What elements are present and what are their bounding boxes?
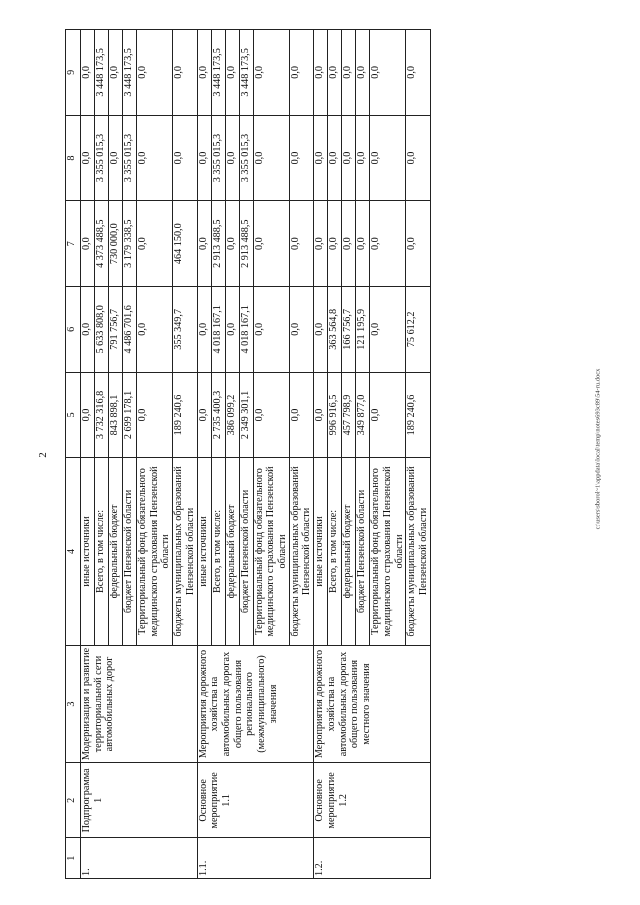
footer-path: c:\users\sborol~1\appdata\local\temp\notes693c89\54-ru.docx — [594, 368, 602, 530]
column-header: 5 — [66, 372, 81, 458]
funding-source: Территориальный фонд обязательного медицинского страхования Пензенской области — [370, 458, 406, 645]
funding-source: бюджеты муниципальных образований Пензенской области — [173, 458, 197, 645]
group-desc: Мероприятия дорожного хозяйства на автомобильных дорогах общего пользования местного значения — [314, 645, 431, 763]
amount-cell: 0,0 — [137, 30, 173, 116]
amount-cell: 0,0 — [342, 115, 356, 201]
amount-cell: 4 373 488,5 — [95, 201, 109, 287]
column-header: 6 — [66, 287, 81, 373]
amount-cell: 189 240,6 — [406, 372, 430, 458]
amount-cell: 0,0 — [253, 287, 289, 373]
amount-cell: 0,0 — [342, 201, 356, 287]
funding-source: бюджеты муниципальных образований Пензенской области — [289, 458, 313, 645]
amount-cell: 0,0 — [370, 115, 406, 201]
amount-cell: 0,0 — [406, 30, 430, 116]
amount-cell: 791 756,7 — [109, 287, 123, 373]
funding-source: Всего, в том числе: — [95, 458, 109, 645]
amount-cell: 0,0 — [109, 30, 123, 116]
amount-cell: 0,0 — [225, 201, 239, 287]
amount-cell: 0,0 — [328, 115, 342, 201]
amount-cell: 3 732 316,8 — [95, 372, 109, 458]
table-row — [81, 30, 95, 879]
group-num: 1. — [81, 838, 198, 879]
amount-cell: 0,0 — [370, 30, 406, 116]
amount-cell: 0,0 — [328, 201, 342, 287]
amount-cell: 0,0 — [81, 372, 95, 458]
amount-cell: 0,0 — [81, 287, 95, 373]
funding-source: федеральный бюджет — [342, 458, 356, 645]
amount-cell: 0,0 — [289, 372, 313, 458]
amount-cell: 2 913 488,5 — [211, 201, 225, 287]
amount-cell: 0,0 — [289, 115, 313, 201]
amount-cell: 0,0 — [197, 115, 211, 201]
amount-cell: 3 355 015,3 — [211, 115, 225, 201]
amount-cell: 0,0 — [137, 115, 173, 201]
amount-cell: 3 448 173,5 — [211, 30, 225, 116]
funding-source: иные источники — [314, 458, 328, 645]
amount-cell: 843 898,1 — [109, 372, 123, 458]
amount-cell: 2 349 301,1 — [239, 372, 253, 458]
amount-cell: 0,0 — [197, 201, 211, 287]
amount-cell: 363 564,8 — [328, 287, 342, 373]
column-header: 7 — [66, 201, 81, 287]
amount-cell: 457 798,9 — [342, 372, 356, 458]
amount-cell: 0,0 — [314, 30, 328, 116]
amount-cell: 349 877,0 — [356, 372, 370, 458]
amount-cell: 0,0 — [342, 30, 356, 116]
amount-cell: 0,0 — [173, 115, 197, 201]
group-desc: Мероприятия дорожного хозяйства на автомобильных дорогах общего пользования регионального (межмуниципального) значения — [197, 645, 314, 763]
group-name: Основное мероприятие 1.1 — [197, 763, 314, 838]
group-desc: Модернизация и развитие территориальной сети автомобильных дорог — [81, 645, 198, 763]
funding-source: бюджеты муниципальных образований Пензенской области — [406, 458, 430, 645]
column-header: 8 — [66, 115, 81, 201]
amount-cell: 2 699 178,1 — [123, 372, 137, 458]
amount-cell: 0,0 — [370, 287, 406, 373]
funding-source: бюджет Пензенской области — [239, 458, 253, 645]
amount-cell: 0,0 — [253, 115, 289, 201]
funding-source: иные источники — [81, 458, 95, 645]
amount-cell: 3 355 015,3 — [95, 115, 109, 201]
funding-source: Всего, в том числе: — [211, 458, 225, 645]
amount-cell: 0,0 — [314, 287, 328, 373]
amount-cell: 464 150,0 — [173, 201, 197, 287]
amount-cell: 0,0 — [81, 201, 95, 287]
amount-cell: 4 018 167,1 — [239, 287, 253, 373]
amount-cell: 0,0 — [370, 372, 406, 458]
amount-cell: 0,0 — [370, 201, 406, 287]
column-header: 3 — [66, 645, 81, 763]
amount-cell: 0,0 — [197, 372, 211, 458]
group-num: 1.1. — [197, 838, 314, 879]
column-header: 9 — [66, 30, 81, 116]
amount-cell: 0,0 — [137, 201, 173, 287]
group-name: Подпрограмма 1 — [81, 763, 198, 838]
amount-cell: 0,0 — [173, 30, 197, 116]
rotated-table-container — [65, 29, 575, 879]
amount-cell: 3 355 015,3 — [239, 115, 253, 201]
amount-cell: 4 018 167,1 — [211, 287, 225, 373]
amount-cell: 0,0 — [197, 30, 211, 116]
amount-cell: 0,0 — [356, 30, 370, 116]
page-number: 2 — [36, 452, 49, 458]
table-row — [314, 30, 328, 879]
budget-table — [65, 29, 431, 879]
funding-source: бюджет Пензенской области — [356, 458, 370, 645]
amount-cell: 0,0 — [137, 372, 173, 458]
amount-cell: 0,0 — [225, 115, 239, 201]
amount-cell: 0,0 — [81, 30, 95, 116]
funding-source: федеральный бюджет — [109, 458, 123, 645]
amount-cell: 3 448 173,5 — [95, 30, 109, 116]
funding-source: Территориальный фонд обязательного медицинского страхования Пензенской области — [253, 458, 289, 645]
funding-source: федеральный бюджет — [225, 458, 239, 645]
amount-cell: 0,0 — [289, 30, 313, 116]
amount-cell: 3 448 173,5 — [123, 30, 137, 116]
amount-cell: 0,0 — [253, 372, 289, 458]
amount-cell: 0,0 — [197, 287, 211, 373]
amount-cell: 166 756,7 — [342, 287, 356, 373]
amount-cell: 0,0 — [81, 115, 95, 201]
amount-cell: 0,0 — [356, 201, 370, 287]
amount-cell: 0,0 — [314, 201, 328, 287]
funding-source: бюджет Пензенской области — [123, 458, 137, 645]
amount-cell: 0,0 — [314, 115, 328, 201]
amount-cell: 0,0 — [289, 287, 313, 373]
group-num: 1.2. — [314, 838, 431, 879]
amount-cell: 4 486 701,6 — [123, 287, 137, 373]
amount-cell: 2 735 400,3 — [211, 372, 225, 458]
amount-cell: 0,0 — [356, 115, 370, 201]
amount-cell: 0,0 — [253, 30, 289, 116]
amount-cell: 0,0 — [406, 201, 430, 287]
amount-cell: 0,0 — [137, 287, 173, 373]
amount-cell: 189 240,6 — [173, 372, 197, 458]
amount-cell: 730 000,0 — [109, 201, 123, 287]
amount-cell: 2 913 488,5 — [239, 201, 253, 287]
amount-cell: 0,0 — [225, 30, 239, 116]
amount-cell: 0,0 — [328, 30, 342, 116]
amount-cell: 3 355 015,3 — [123, 115, 137, 201]
amount-cell: 0,0 — [225, 287, 239, 373]
funding-source: иные источники — [197, 458, 211, 645]
amount-cell: 0,0 — [253, 201, 289, 287]
column-header: 1 — [66, 838, 81, 879]
header-row — [66, 30, 81, 879]
table-row — [197, 30, 211, 879]
amount-cell: 5 633 808,0 — [95, 287, 109, 373]
amount-cell: 3 179 338,5 — [123, 201, 137, 287]
funding-source: Всего, в том числе: — [328, 458, 342, 645]
amount-cell: 3 448 173,5 — [239, 30, 253, 116]
column-header: 4 — [66, 458, 81, 645]
amount-cell: 386 099,2 — [225, 372, 239, 458]
amount-cell: 0,0 — [314, 372, 328, 458]
amount-cell: 0,0 — [109, 115, 123, 201]
column-header: 2 — [66, 763, 81, 838]
funding-source: Территориальный фонд обязательного медицинского страхования Пензенской области — [137, 458, 173, 645]
amount-cell: 0,0 — [406, 115, 430, 201]
amount-cell: 121 195,9 — [356, 287, 370, 373]
group-name: Основное мероприятие 1.2 — [314, 763, 431, 838]
amount-cell: 75 612,2 — [406, 287, 430, 373]
amount-cell: 355 349,7 — [173, 287, 197, 373]
amount-cell: 996 916,5 — [328, 372, 342, 458]
table-body — [81, 30, 431, 879]
amount-cell: 0,0 — [289, 201, 313, 287]
